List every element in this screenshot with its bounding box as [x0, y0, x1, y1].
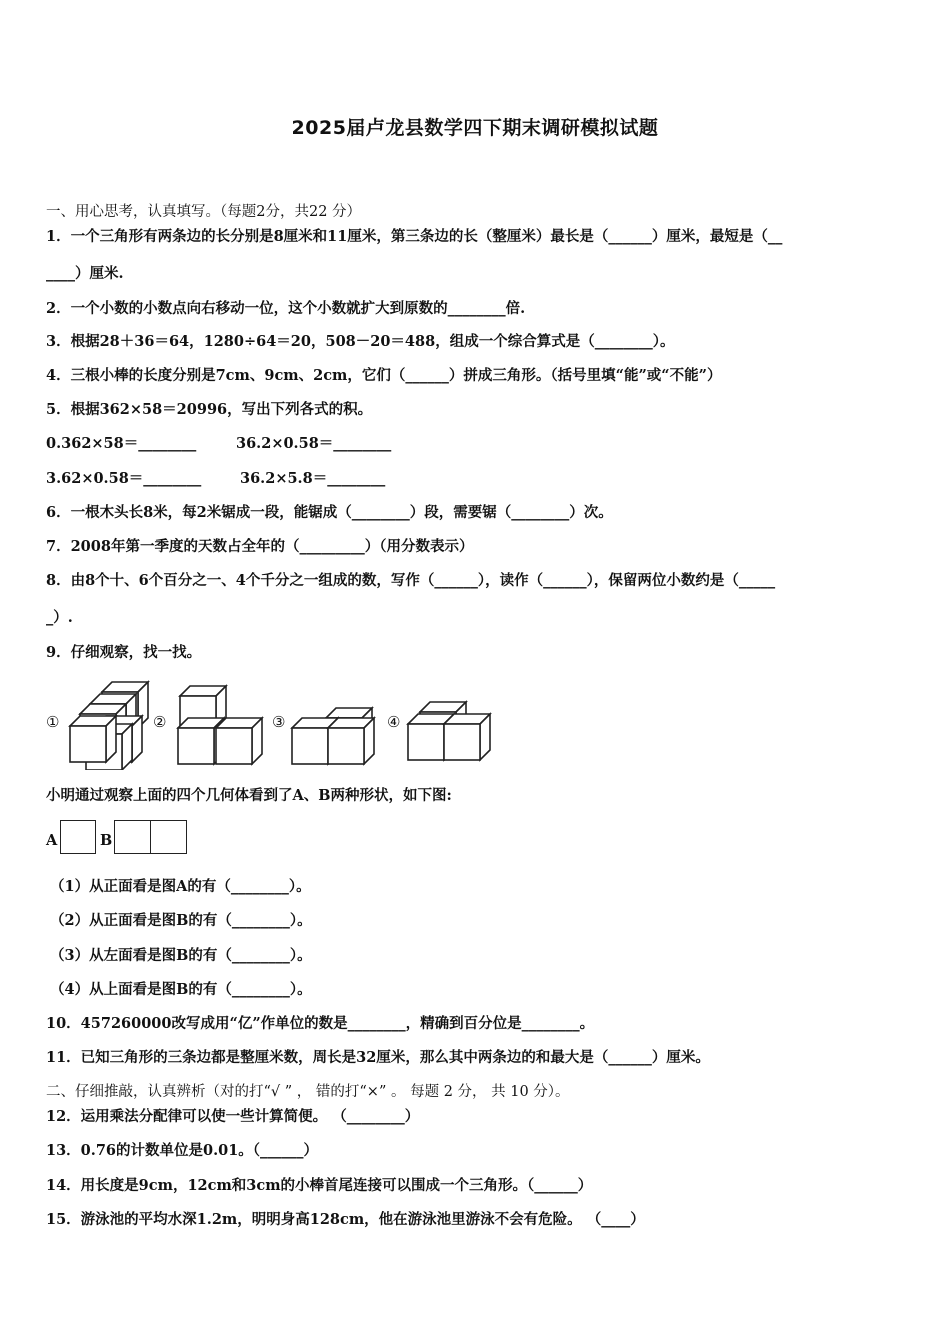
figure-label-2: ②	[153, 713, 167, 731]
figure-4-cubes	[408, 702, 490, 760]
question-3: 3．根据28＋36＝64，1280÷64＝20，508－20＝488，组成一个综合算式是（________）。	[46, 333, 675, 350]
question-10: 10．457260000改写成用“亿”作单位的数是________，精确到百分位是________。	[46, 1015, 595, 1032]
question-5: 5．根据362×58＝20996，写出下列各式的积。	[46, 401, 373, 418]
question-14: 14．用长度是9cm，12cm和3cm的小棒首尾连接可以围成一个三角形。（______）	[46, 1177, 593, 1194]
question-1-line-2: ____）厘米.	[46, 265, 124, 282]
question-9-part-1: （1）从正面看是图A的有（________）。	[50, 878, 311, 895]
figure-label-3: ③	[272, 713, 286, 731]
question-4: 4．三根小棒的长度分别是7cm、9cm、2cm，它们（______）拼成三角形。（括号里填“能”或“不能”）	[46, 367, 722, 384]
question-15: 15．游泳池的平均水深1.2m，明明身高128cm，他在游泳池里游泳不会有危险。 （____）	[46, 1211, 645, 1228]
figure-3-cubes	[292, 708, 374, 764]
question-5-item-1: 0.362×58＝________	[46, 435, 197, 452]
figure-label-1: ①	[46, 713, 60, 731]
question-7: 7．2008年第一季度的天数占全年的（_________）（用分数表示）	[46, 538, 474, 555]
question-9: 9．仔细观察，找一找。	[46, 644, 202, 661]
question-6: 6．一根木头长8米，每2米锯成一段，能锯成（________）段，需要锯（________）次。	[46, 504, 613, 521]
question-1-line-1: 1．一个三角形有两条边的长分别是8厘米和11厘米，第三条边的长（整厘米）最长是（______）厘米，最短是（__	[46, 228, 783, 245]
section-1-heading: 一、用心思考，认真填写。（每题2分，共22 分）	[46, 204, 362, 220]
question-9-part-3: （3）从左面看是图B的有（________）。	[50, 947, 312, 964]
shape-b-square-right	[150, 820, 187, 854]
question-8-line-2: _）.	[46, 609, 73, 626]
figure-1-cubes	[70, 682, 148, 770]
shape-b-square-left	[114, 820, 151, 854]
cube-figures	[60, 678, 500, 770]
question-5-item-2: 36.2×0.58＝________	[236, 435, 392, 452]
question-2: 2．一个小数的小数点向右移动一位，这个小数就扩大到原数的________倍.	[46, 300, 526, 317]
shape-b-label: B	[100, 832, 113, 849]
question-11: 11．已知三角形的三条边都是整厘米数，周长是32厘米，那么其中两条边的和最大是（______）厘米。	[46, 1049, 710, 1066]
shape-a-label: A	[46, 832, 58, 849]
question-9-part-2: （2）从正面看是图B的有（________）。	[50, 912, 312, 929]
question-13: 13．0.76的计数单位是0.01。（______）	[46, 1142, 319, 1159]
section-2-heading: 二、仔细推敲，认真辨析（对的打“√ ” ， 错的打“×” 。 每题 2 分， 共 10 分）。	[46, 1084, 570, 1100]
question-12: 12．运用乘法分配律可以使一些计算简便。 （________）	[46, 1108, 420, 1125]
question-5-item-3: 3.62×0.58＝________	[46, 470, 202, 487]
figure-label-4: ④	[387, 713, 401, 731]
question-5-item-4: 36.2×5.8＝________	[240, 470, 386, 487]
figure-2-cubes	[178, 686, 262, 764]
question-9-description: 小明通过观察上面的四个几何体看到了A、B两种形状，如下图:	[46, 787, 452, 804]
shape-a-square	[60, 820, 96, 854]
question-8-line-1: 8．由8个十、6个百分之一、4个千分之一组成的数，写作（______），读作（______），保留两位小数约是（_____	[46, 572, 776, 589]
question-9-part-4: （4）从上面看是图B的有（________）。	[50, 981, 312, 998]
page-title: 2025届卢龙县数学四下期末调研模拟试题	[291, 117, 659, 139]
